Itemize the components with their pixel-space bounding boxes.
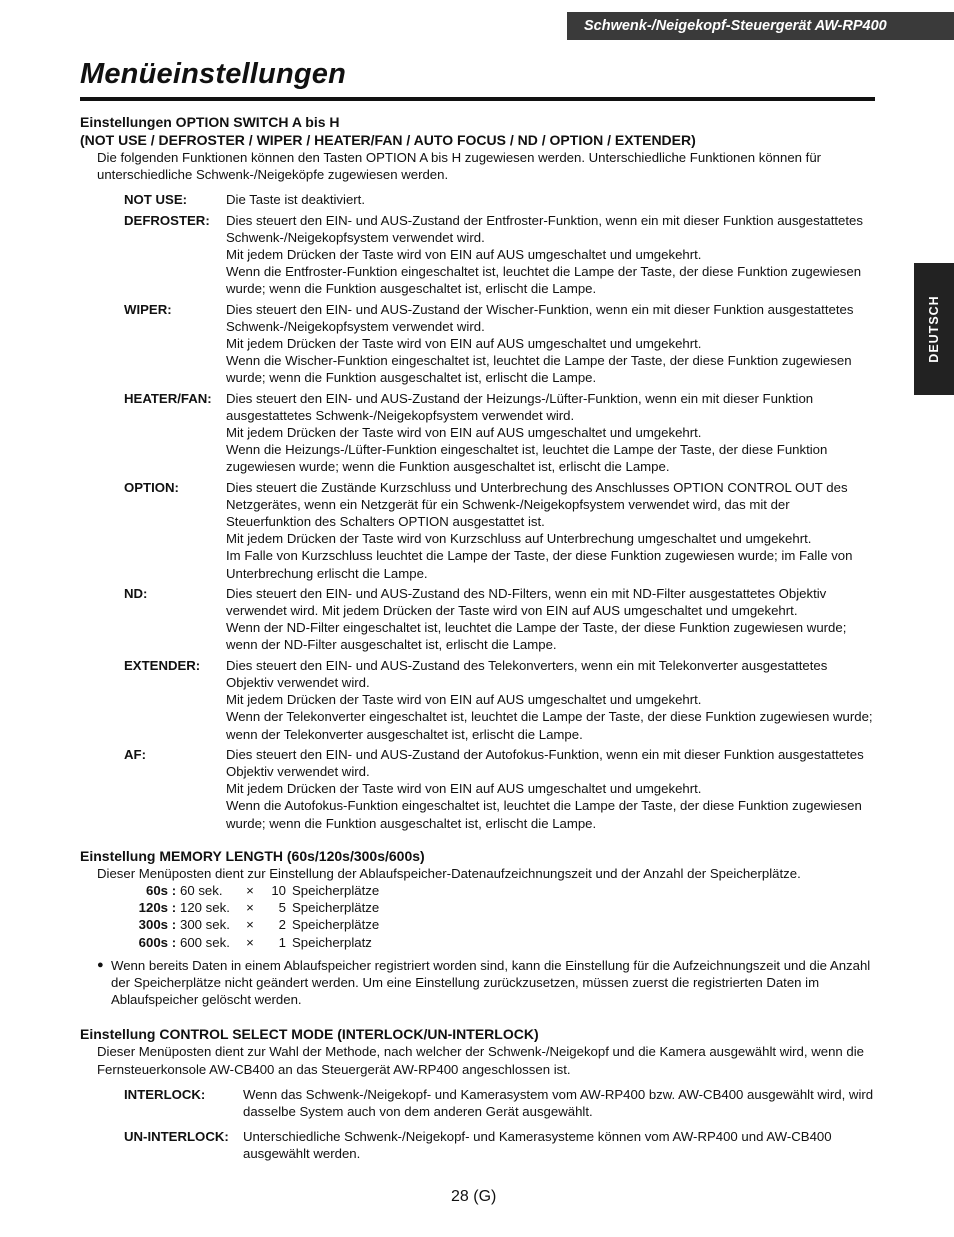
section-option-switch-intro: Die folgenden Funktionen können den Tasten OPTION A bis H zugewiesen werden. Unterschiedliche Funktionen können für unterschiedliche Schwenk-/Neigeköpfe zugewiesen werden. [97,150,822,183]
definition-description: Unterschiedliche Schwenk-/Neigekopf- und Kamerasysteme können vom AW-RP400 und AW-CB400 ausgewählt werden. [243,1129,832,1162]
definition-af [124,746,875,832]
definition-line: Im Falle von Kurzschluss leuchtet die Lampe der Taste, der diese Funktion zugewiesen wurde; im Falle von Unterbrechung erlischt die Lampe. [226,548,853,581]
definition-description [226,657,875,743]
memory-count: 10 [271,882,286,898]
definition-term: INTERLOCK: [124,1086,206,1102]
section-memory-length-heading: Einstellung MEMORY LENGTH (60s/120s/300s/600s) [80,847,425,864]
memory-count: 1 [278,934,286,950]
memory-times: × [246,882,254,898]
definition-heater-fan [124,390,875,476]
memory-colon: : [171,934,177,950]
memory-label: Speicherplatz [292,934,372,950]
section-control-select-heading: Einstellung CONTROL SELECT MODE (INTERLOCK/UN-INTERLOCK) [80,1026,539,1043]
memory-length-row [97,882,875,899]
definition-description [226,212,875,298]
memory-length-row [97,934,875,951]
definition-description [226,301,875,387]
definition-description [226,390,875,476]
definition-line: Wenn die Entfroster-Funktion eingeschaltet ist, leuchtet die Lampe der Taste, der diese Funktion zugewiesen wurde; wenn die Funktion ausgeschaltet ist, erlischt die Lampe. [226,264,862,297]
memory-length-note-text: Wenn bereits Daten in einem Ablaufspeicher registriert worden sind, kann die Einstellung für die Aufzeichnungszeit und die Anzahl der Speicherplätze nicht geändert werden. Um eine Einstellung zurückzusetzen, müssen zuerst die registrierten Daten im Ablaufspeicher gelöscht werden. [111,957,871,1008]
memory-key: 300s [138,917,168,933]
memory-label: Speicherplätze [292,882,380,898]
memory-times: × [246,934,254,950]
memory-count: 5 [278,900,286,916]
definition-term: EXTENDER: [124,657,201,673]
memory-key: 600s [138,934,168,950]
page-title: Menüeinstellungen [80,58,347,90]
section-option-switch-heading: Einstellungen OPTION SWITCH A bis H [80,114,340,130]
definition-interlock [124,1086,875,1120]
definition-term: NOT USE: [124,192,188,208]
memory-length-row [97,916,875,933]
definition-line: Dies steuert die Zustände Kurzschluss und Unterbrechung des Anschlusses OPTION CONTROL OUT des Netzgerätes, wenn ein Netzgerät für ein Schwenk-/Neigekopfsystem verwendet wird, das mit der Steuerfunktion des Schalters OPTION ausgestattet ist. [226,479,848,530]
definition-description [226,585,875,654]
definition-description [226,746,875,832]
definition-line: Mit jedem Drücken der Taste wird von EIN auf AUS umgeschaltet und umgekehrt. [226,425,702,441]
definition-line: Mit jedem Drücken der Taste wird von EIN auf AUS umgeschaltet und umgekehrt. [226,692,702,708]
definition-term: HEATER/FAN: [124,390,212,406]
definition-line: Mit jedem Drücken der Taste wird von Kurzschluss auf Unterbrechung umgeschaltet und umgekehrt. [226,531,812,547]
section-option-switch-subheading: (NOT USE / DEFROSTER / WIPER / HEATER/FAN / AUTO FOCUS / ND / OPTION / EXTENDER) [80,132,696,148]
section-option-switch [80,113,875,832]
definition-line: Wenn die Heizungs-/Lüfter-Funktion eingeschaltet ist, leuchtet die Lampe der Taste, der diese Funktion zugewiesen wurde; wenn die Funktion ausgeschaltet ist, erlischt die Lampe. [226,442,828,475]
option-definitions-list [124,191,875,831]
memory-label: Speicherplätze [292,917,380,933]
definition-term: AF: [124,746,146,762]
memory-seconds: 60 sek. [180,882,223,898]
definition-line: Wenn der ND-Filter eingeschaltet ist, leuchtet die Lampe der Taste, der diese Funktion zugewiesen wurde; wenn der ND-Filter ausgeschaltet ist, erlischt die Lampe. [226,620,847,653]
definition-term: WIPER: [124,301,172,317]
definition-line: Wenn der Telekonverter eingeschaltet ist, leuchtet die Lampe der Taste, der diese Funktion zugewiesen wurde; wenn der Telekonverter ausgeschaltet ist, erlischt die Lampe. [226,709,873,742]
memory-colon: : [171,900,177,916]
header-product-title: Schwenk-/Neigekopf-Steuergerät AW-RP400 [584,18,887,34]
section-control-select-intro: Dieser Menüposten dient zur Wahl der Methode, nach welcher der Schwenk-/Neigekopf und die Kamera ausgewählt wird, wenn die Fernsteuerkonsole AW-CB400 an das Steuergerät AW-RP400 angeschlossen ist. [97,1044,864,1077]
section-memory-length-intro: Dieser Menüposten dient zur Einstellung der Ablaufspeicher-Datenaufzeichnungszeit und der Anzahl der Speicherplätze. [97,865,801,881]
memory-count: 2 [278,917,286,933]
definition-line: Die Taste ist deaktiviert. [226,192,366,208]
definition-term: DEFROSTER: [124,212,210,228]
definition-line: Dies steuert den EIN- und AUS-Zustand der Wischer-Funktion, wenn ein mit dieser Funktion ausgestattetes Schwenk-/Neigekopfsystem verwendet wird. [226,301,854,334]
definition-wiper [124,301,875,387]
control-select-definitions [124,1086,875,1163]
title-rule [80,97,875,101]
bullet-icon: ● [97,958,104,971]
memory-times: × [246,917,254,933]
definition-line: Dies steuert den EIN- und AUS-Zustand der Entfroster-Funktion, wenn ein mit dieser Funktion ausgestattetes Schwenk-/Neigekopfsystem verwendet wird. [226,212,863,245]
memory-length-table [97,882,875,951]
memory-length-row [97,899,875,916]
content-area [80,113,875,1171]
definition-line: Wenn die Autofokus-Funktion eingeschaltet ist, leuchtet die Lampe der Taste, der diese Funktion zugewiesen wurde; wenn die Funktion ausgeschaltet ist, erlischt die Lampe. [226,798,862,831]
memory-seconds: 600 sek. [180,934,230,950]
memory-times: × [246,900,254,916]
definition-defroster [124,212,875,298]
section-control-select-mode [80,1025,875,1162]
definition-description: Wenn das Schwenk-/Neigekopf- und Kamerasystem vom AW-RP400 bzw. AW-CB400 ausgewählt wird, wird dasselbe System auch von dem anderen Gerät ausgewählt. [243,1086,874,1119]
memory-seconds: 120 sek. [180,900,230,916]
definition-term: ND: [124,585,148,601]
definition-line: Dies steuert den EIN- und AUS-Zustand des ND-Filters, wenn ein mit ND-Filter ausgestattetes Objektiv verwendet wird. Mit jedem Drücken der Taste wird von EIN auf AUS umgeschaltet und umgekehrt. [226,585,827,619]
section-memory-length [80,847,875,1009]
definition-term: UN-INTERLOCK: [124,1129,229,1145]
definition-line: Mit jedem Drücken der Taste wird von EIN auf AUS umgeschaltet und umgekehrt. [226,247,702,263]
definition-un-interlock [124,1128,875,1162]
memory-length-note [97,957,875,1009]
definition-line: Mit jedem Drücken der Taste wird von EIN auf AUS umgeschaltet und umgekehrt. [226,336,702,352]
memory-colon: : [171,882,177,898]
memory-key: 120s [138,900,168,916]
memory-label: Speicherplätze [292,900,380,916]
memory-seconds: 300 sek. [180,917,230,933]
definition-description [226,191,365,208]
definition-line: Dies steuert den EIN- und AUS-Zustand des Telekonverters, wenn ein mit Telekonverter ausgestattetes Objektiv verwendet wird. [226,657,828,690]
definition-line: Wenn die Wischer-Funktion eingeschaltet ist, leuchtet die Lampe der Taste, der diese Funktion zugewiesen wurde; wenn die Funktion ausgeschaltet ist, erlischt die Lampe. [226,353,852,386]
definition-term: OPTION: [124,479,179,495]
definition-nd [124,585,875,654]
language-side-tab [914,263,954,395]
definition-option [124,479,875,582]
page-number: 28 (G) [451,1188,497,1205]
header-product-bar [567,12,954,40]
definition-not-use [124,191,875,208]
language-label: DEUTSCH [927,295,941,363]
definition-line: Dies steuert den EIN- und AUS-Zustand der Autofokus-Funktion, wenn ein mit dieser Funktion ausgestattetes Objektiv verwendet wird. [226,746,864,779]
definition-extender [124,657,875,743]
definition-line: Mit jedem Drücken der Taste wird von EIN auf AUS umgeschaltet und umgekehrt. [226,781,702,797]
memory-colon: : [171,917,177,933]
definition-description [226,479,875,582]
memory-key: 60s [145,882,168,898]
definition-line: Dies steuert den EIN- und AUS-Zustand der Heizungs-/Lüfter-Funktion, wenn ein mit dieser Funktion ausgestattetes Schwenk-/Neigekopfsystem verwendet wird. [226,390,814,423]
